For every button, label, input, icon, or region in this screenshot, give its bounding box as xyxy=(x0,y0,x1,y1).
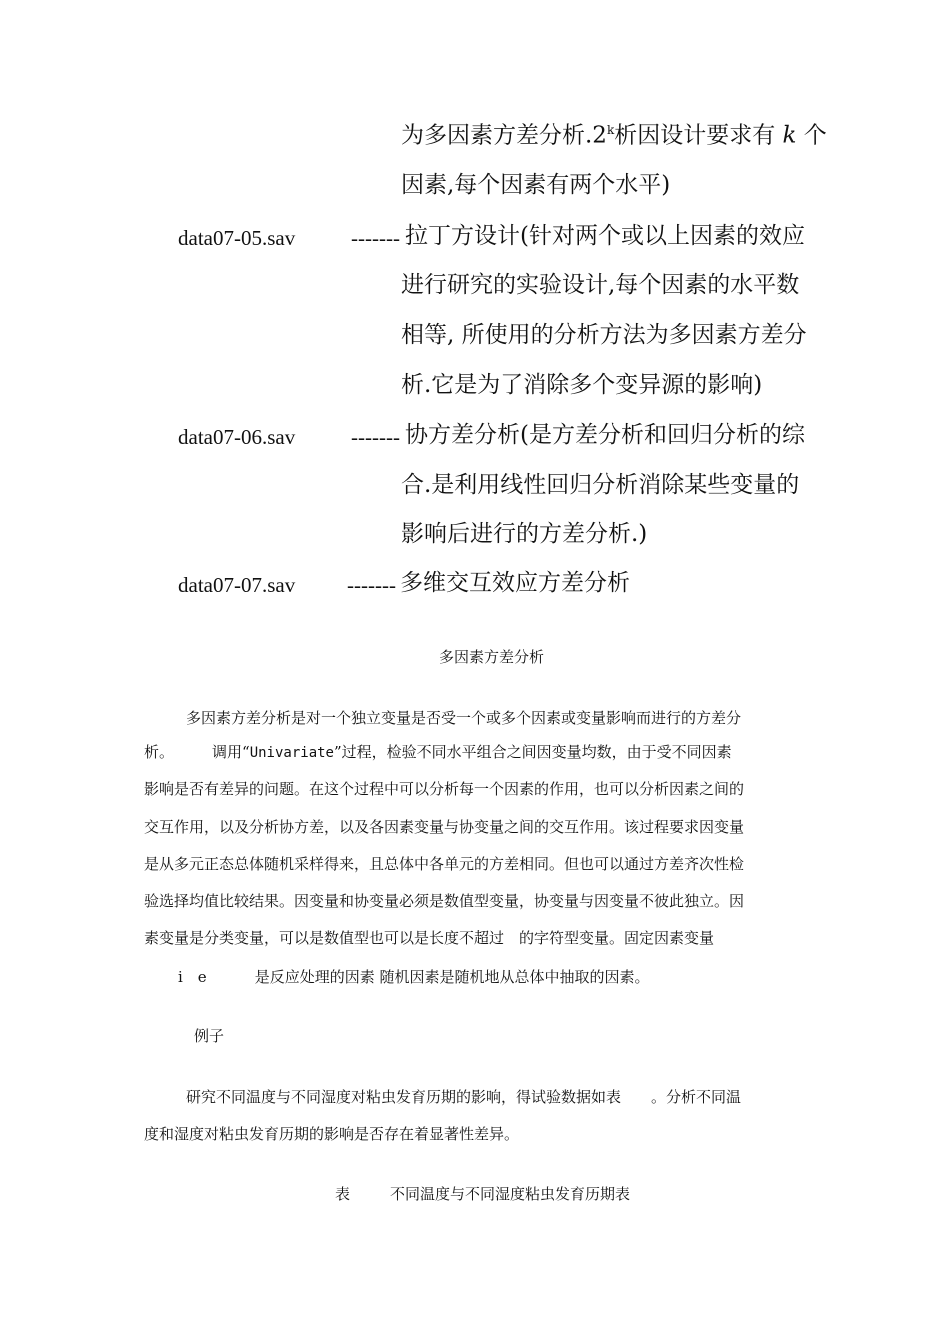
paragraph-line-5: 是从多元正态总体随机采样得来，且总体中各单元的方差相同。但也可以通过方差齐次性检 xyxy=(144,855,745,873)
top-desc-text-a: 为多因素方差分析.2 xyxy=(401,122,607,149)
top-desc-superscript: k xyxy=(606,123,615,137)
file-name-05: data07-05.sav xyxy=(178,226,296,250)
file-name-07: data07-07.sav xyxy=(178,573,296,597)
example-line-2: 度和湿度对粘虫发育历期的影响是否存在着显著性差异。 xyxy=(144,1125,520,1143)
paragraph-line-2-b: 调用“ xyxy=(212,743,250,761)
paragraph-line-8-b: 是反应处理的因素 随机因素是随机地从总体中抽取的因素。 xyxy=(254,968,650,986)
paragraph-line-2-a: 析。 xyxy=(144,743,175,761)
paragraph-line-2 xyxy=(144,745,732,760)
top-desc-line-1 xyxy=(401,124,827,148)
file-dashes-06: ------- xyxy=(351,425,400,449)
paragraph-line-6: 验选择均值比较结果。因变量和协变量必须是数值型变量，协变量与因变量不彼此独立。因 xyxy=(144,892,745,910)
file-desc-05-line-3: 相等, 所使用的分析方法为多因素方差分 xyxy=(401,322,807,348)
table-caption-title: 不同温度与不同湿度粘虫发育历期表 xyxy=(390,1185,631,1203)
paragraph-line-2-c: ”过程，检验不同水平组合之间因变量均数，由于受不同因素 xyxy=(333,743,732,761)
file-desc-05-line-1: 拉丁方设计(针对两个或以上因素的效应 xyxy=(405,223,805,249)
file-desc-05-line-4: 析.它是为了消除多个变异源的影响) xyxy=(401,372,763,398)
top-desc-k: k xyxy=(782,122,797,149)
file-desc-07-line-1: 多维交互效应方差分析 xyxy=(400,570,630,596)
file-dashes-07: ------- xyxy=(347,573,396,597)
section-title: 多因素方差分析 xyxy=(439,648,545,666)
paragraph-line-3: 影响是否有差异的问题。在这个过程中可以分析每一个因素的作用，也可以分析因素之间的 xyxy=(144,780,745,798)
univariate-term: Univariate xyxy=(249,745,334,761)
table-caption-label: 表 xyxy=(335,1185,351,1203)
file-desc-06-line-1: 协方差分析(是方差分析和回归分析的综 xyxy=(405,422,805,448)
example-line-1: 研究不同温度与不同湿度对粘虫发育历期的影响，得试验数据如表 。分析不同温 xyxy=(186,1088,742,1106)
paragraph-line-8 xyxy=(178,970,649,985)
file-name-06: data07-06.sav xyxy=(178,425,296,449)
paragraph-line-8-a: i e xyxy=(178,968,207,986)
top-desc-text-b: 析因设计要求有 xyxy=(614,122,776,149)
paragraph-line-4: 交互作用，以及分析协方差，以及各因素变量与协变量之间的交互作用。该过程要求因变量 xyxy=(144,818,745,836)
file-desc-05-line-2: 进行研究的实验设计,每个因素的水平数 xyxy=(401,272,800,298)
top-desc-line-2: 因素,每个因素有两个水平) xyxy=(401,172,671,198)
top-desc-text-c: 个 xyxy=(803,122,827,149)
paragraph-line-1: 多因素方差分析是对一个独立变量是否受一个或多个因素或变量影响而进行的方差分 xyxy=(186,709,742,727)
file-desc-06-line-2: 合.是利用线性回归分析消除某些变量的 xyxy=(401,472,800,498)
example-heading: 例子 xyxy=(194,1027,225,1045)
file-dashes-05: ------- xyxy=(351,226,400,250)
file-desc-06-line-3: 影响后进行的方差分析.) xyxy=(401,521,648,547)
paragraph-line-7: 素变量是分类变量，可以是数值型也可以是长度不超过 的字符型变量。固定因素变量 xyxy=(144,929,715,947)
